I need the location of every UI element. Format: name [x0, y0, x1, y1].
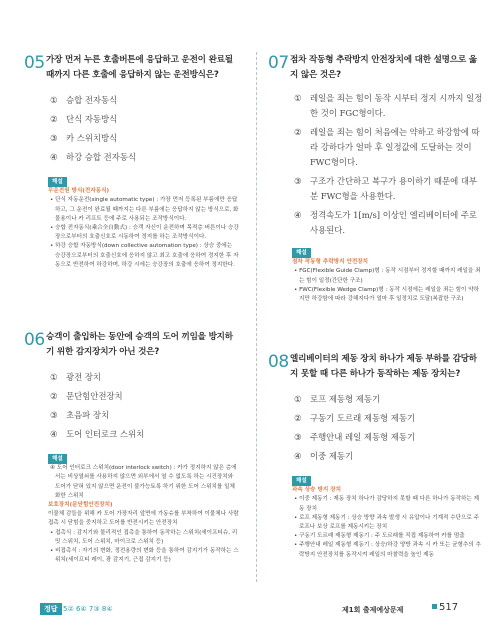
question-07	[268, 53, 483, 304]
explanation-item: • FWC(Flexible Wedge Clamp)형 : 동작 시점에는 레일을 죄는 힘이 약하지만 하강함에 따라 강해지다가 얼마 후 일정치로 도달(복잡한 구조)	[294, 286, 480, 303]
explanation-item: • 이중 제동기 : 제동 장치 하나가 감당하지 못할 때 다른 하나가 동작하는 제동 장치	[294, 496, 480, 512]
option-3[interactable]: ③ 구조가 간단하고 복구가 용이하기 때문에 대부분 FWC형을 사용한다.	[294, 176, 478, 201]
explanation-item: • 승합 전자동식(乘合全自動式) : 승객 자신이 운전하며 목적층 버튼이나 승강장으로부터의 호출신호로 시동하여 정지를 하는 조작방식이다.	[50, 225, 239, 241]
option-list	[50, 91, 239, 167]
explanation-item: • 주행안내 레일 제동형 제동기 : 상승/하강 양방 과속 시 카 또는 균형추의 추락방지 안전장치를 동작시켜 레일의 마찰력을 높인 제동	[294, 542, 481, 558]
footer-title: 제1회 출제예상문제	[342, 606, 404, 614]
explanation-heading: 무운전원 방식(전자동식)	[48, 188, 110, 195]
question-05	[24, 53, 239, 270]
explanation-badge: 해설	[292, 476, 311, 486]
explanation-heading: 과속 상승 방지 장치	[292, 487, 342, 494]
option-1[interactable]: ① 광전 장치	[50, 372, 102, 382]
option-1[interactable]: ① 승합 전자동식	[50, 95, 118, 105]
question-text: 승객이 출입하는 동안에 승객의 도어 끼임을 방지하기 위한 감지장치가 아닌 것은?	[46, 332, 233, 357]
option-4[interactable]: ④ 하강 승합 전자동식	[50, 152, 137, 162]
answer-label: 정답	[40, 603, 62, 615]
question-number: 08	[268, 352, 289, 372]
question-number: 05	[24, 53, 45, 73]
explanation-badge: 해설	[292, 248, 311, 258]
page-number-wrap	[432, 601, 458, 615]
option-2[interactable]: ② 단식 자동방식	[50, 114, 118, 124]
question-text: 가장 먼저 누른 호출버튼에 응답하고 운전이 완료될 때까지 다른 호출에 응답하지 않는 운전방식은?	[46, 55, 233, 80]
option-1[interactable]: ① 레일을 죄는 힘이 동작 시부터 정지 시까지 일정한 것이 FGC형이다.	[294, 93, 483, 118]
option-2[interactable]: ② 구동기 도르래 제동형 제동기	[294, 413, 416, 423]
explanation-item: • FGC(Flexible Guide Clamp)형 : 동작 시점부터 정지할 때까지 레일을 죄는 힘이 일정(간단한 구조)	[294, 268, 481, 284]
question-06	[24, 330, 239, 565]
option-3[interactable]: ③ 초음파 장치	[50, 410, 110, 420]
explanation-paragraph: 이물체 감들을 위해 카 도어 가장자리 앞면에 가동슈를 부착하여 이물체나 사람 접촉 시 닫힘을 중지하고 도어를 반전시키는 안전장치	[48, 511, 239, 527]
explanation-heading: 보호장치(문닫힘안전장치)	[48, 502, 113, 509]
explanation-item: • 하강 승합 자동방식(down collective automation type) : 상승 중에는 승강장으로부터의 호출신호에 응하지 않고 최고 호출에 응하여 정지한 후 자동으로 반전하여 하강하며, 하강 시에는 승강장의 호출에 응하여 정지한다.	[50, 243, 239, 268]
question-text: 점차 작동형 추락방지 안전장치에 대한 설명으로 옳지 않은 것은?	[290, 55, 477, 80]
explanation-item: ④ 도어 인터로크 스위치(door interlock switch) : 카가 정지하지 않은 층에서는 비상열쇠를 사용하지 않으면 외부에서 열 수 없도록 하는 시건장치와 도어가 닫혀 있지 않으면 운전이 불가능토록 하기 위한 도어 스위치를 일체화한 스위치	[50, 465, 237, 499]
question-text: 엘리베이터의 제동 장치 하나가 제동 부하를 감당하지 못할 때 다른 하나가 동작하는 제동 장치는?	[290, 354, 477, 379]
question-number: 07	[268, 53, 289, 73]
explanation	[48, 177, 239, 270]
page-number: 517	[439, 602, 459, 613]
option-1[interactable]: ① 로프 제동형 제동기	[294, 394, 381, 404]
page-footer	[0, 601, 500, 619]
square-icon	[432, 604, 437, 609]
explanation-item: • 접촉식 : 감지기와 물리적인 접촉을 통하여 동작하는 스위치(세이프티슈, 리밋 스위치, 도어 스위치, 마이크로 스위치 등)	[50, 529, 238, 545]
explanation-item: • 로프 제동형 제동기 : 상승 방향 과속 발생 시 유압이나 기계적 수단으로 주 로프나 보상 로프를 제동시키는 장치	[294, 514, 480, 531]
explanation-badge: 해설	[48, 177, 67, 187]
column-divider	[256, 52, 257, 582]
explanation	[48, 454, 239, 565]
option-3[interactable]: ③ 카 스위치방식	[50, 133, 118, 143]
answer-key: 5② 6④ 7③ 8④	[63, 605, 113, 613]
option-4[interactable]: ④ 이중 제동기	[294, 451, 354, 461]
question-number: 06	[24, 330, 45, 350]
option-2[interactable]: ② 레일을 죄는 힘이 처음에는 약하고 하강함에 따라 강하다가 얼마 후 일정값에 도달하는 것이 FWC형이다.	[294, 127, 480, 167]
option-4[interactable]: ④ 도어 인터로크 스위치	[50, 429, 145, 439]
explanation-badge: 해설	[48, 454, 67, 464]
explanation-heading: 점차 작동형 추락방지 안전장치	[292, 259, 369, 266]
explanation-item: • 구동기 도르래 제동형 제동기 : 주 도르래를 직접 제동하여 카를 멈춤	[294, 533, 465, 540]
explanation-item: • 비접촉식 : 자기의 변화, 정전용량의 변화 등을 통하여 감지기가 동작하는 스위치(세이프티 레이, 광 감지기, 근접 감지기 등)	[50, 548, 239, 564]
explanation	[292, 248, 483, 304]
option-3[interactable]: ③ 주행안내 레일 제동형 제동기	[294, 432, 416, 442]
question-08	[268, 352, 483, 560]
option-2[interactable]: ② 문단힘안전장치	[50, 391, 123, 401]
option-4[interactable]: ④ 정격속도가 1[m/s] 이상인 엘리베이터에 주로 사용된다.	[294, 210, 478, 235]
option-list	[50, 368, 239, 444]
option-list	[294, 91, 483, 238]
explanation-item: • 단식 자동운전(single automatic type) : 가장 먼저 등록된 부름에만 응답하고, 그 운전이 완료될 때까지는 다른 부름에는 응답하지 않는 방식으로, 화물용이나 카 리프트 등에 주로 사용되는 조작방식이다.	[50, 197, 239, 222]
option-list	[294, 390, 483, 466]
explanation	[292, 476, 483, 560]
